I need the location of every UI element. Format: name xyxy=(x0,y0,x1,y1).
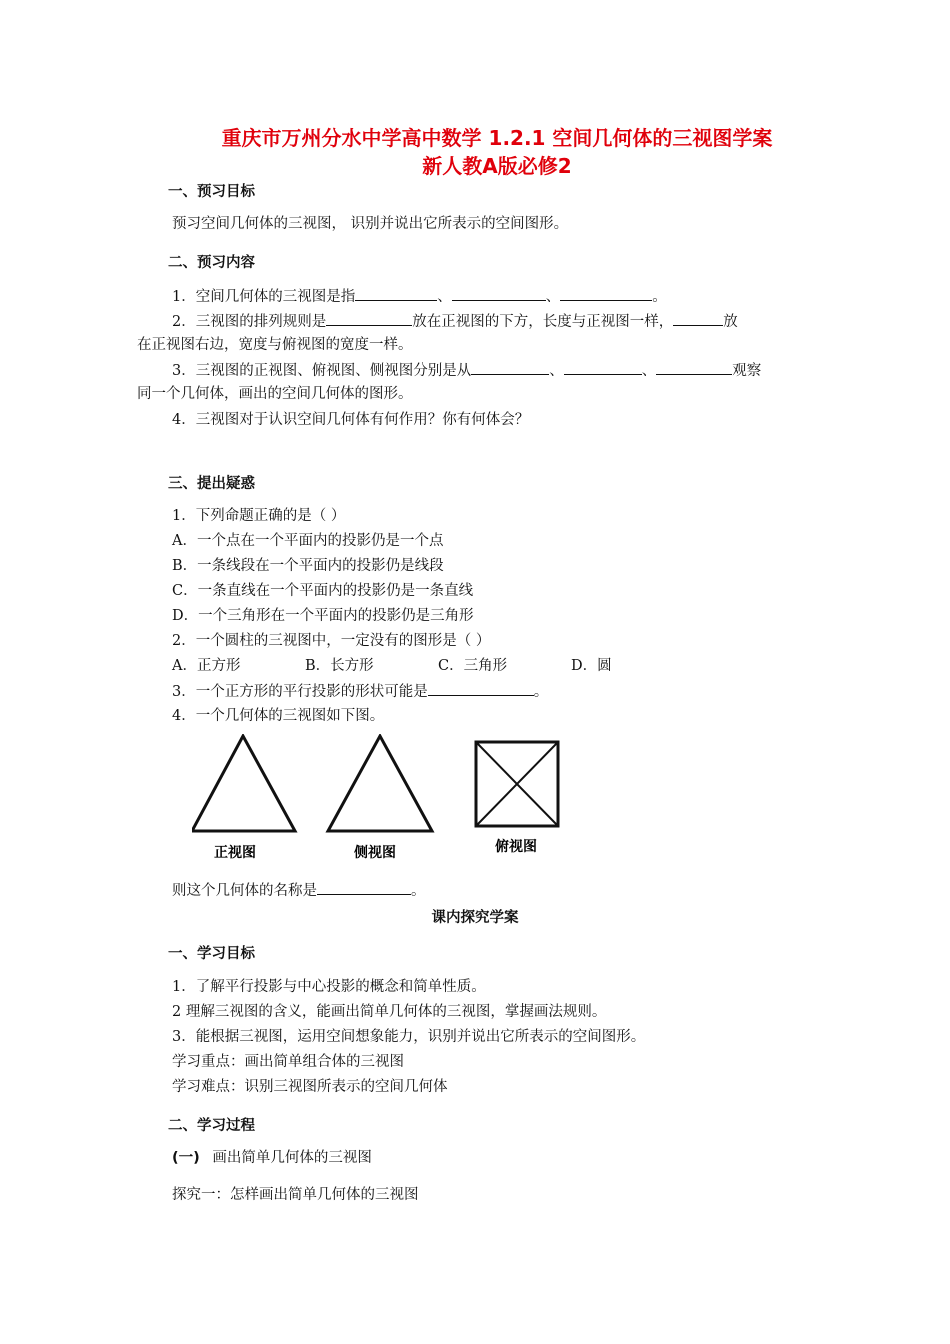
heading-preview-goal: 一、预习目标 xyxy=(168,184,255,200)
top-view-caption: 俯视图 xyxy=(495,839,537,855)
q3-sep-1: 、 xyxy=(549,363,564,379)
doubt-q3-blank[interactable] xyxy=(428,681,534,696)
side-view-triangle xyxy=(328,736,432,831)
doubt-option-b: B．一条线段在一个平面内的投影仍是线段 xyxy=(172,558,444,574)
three-views-figure xyxy=(192,734,572,864)
q2-text-a: 2．三视图的排列规则是 xyxy=(172,314,327,330)
doubt-q2-option-d: D．圆 xyxy=(571,658,612,674)
doubt-q4-answer-text: 则这个几何体的名称是 xyxy=(172,883,317,899)
preview-goal-text: 预习空间几何体的三视图， 识别并说出它所表示的空间图形。 xyxy=(172,216,569,232)
doubt-question-4: 4．一个几何体的三视图如下图。 xyxy=(172,708,385,724)
preview-question-1 xyxy=(172,286,667,307)
document-title-line1: 重庆市万州分水中学高中数学 1.2.1 空间几何体的三视图学案 xyxy=(221,126,773,150)
doubt-option-c: C．一条直线在一个平面内的投影仍是一条直线 xyxy=(172,583,474,599)
doubt-q4-answer xyxy=(172,880,426,901)
q1-text: 1．空间几何体的三视图是指 xyxy=(172,289,356,305)
doubt-question-1: 1．下列命题正确的是（ ） xyxy=(172,508,346,524)
learning-key-point: 学习重点：画出简单组合体的三视图 xyxy=(172,1054,404,1070)
preview-question-2-cont: 在正视图右边，宽度与俯视图的宽度一样。 xyxy=(137,337,413,353)
learning-goal-2: 2 理解三视图的含义，能画出简单几何体的三视图，掌握画法规则。 xyxy=(172,1004,607,1020)
preview-question-2 xyxy=(172,311,738,332)
subsection-1-title: 画出简单几何体的三视图 xyxy=(212,1150,372,1166)
section-title-inclass: 课内探究学案 xyxy=(431,910,519,926)
preview-question-3-cont: 同一个几何体，画出的空间几何体的图形。 xyxy=(137,386,413,402)
doubt-question-2: 2．一个圆柱的三视图中，一定没有的图形是（ ） xyxy=(172,633,491,649)
subsection-1-number: (一) xyxy=(172,1150,200,1166)
q3-sep-2: 、 xyxy=(641,363,657,379)
learning-difficulty: 学习难点：识别三视图所表示的空间几何体 xyxy=(172,1079,448,1095)
q2-blank-2[interactable] xyxy=(673,311,723,326)
q1-end: 。 xyxy=(652,289,667,305)
preview-question-3 xyxy=(172,360,761,381)
q3-text-b: 观察 xyxy=(732,363,762,379)
front-view-caption: 正视图 xyxy=(214,845,256,861)
learning-goal-3: 3．能根据三视图，运用空间想象能力，识别并说出它所表示的空间图形。 xyxy=(172,1029,646,1045)
learning-goal-1: 1．了解平行投影与中心投影的概念和简单性质。 xyxy=(172,979,486,995)
q2-text-c: 放 xyxy=(723,314,738,330)
q3-text-a: 3．三视图的正视图、俯视图、侧视图分别是从 xyxy=(172,363,472,379)
doubt-option-a: A．一个点在一个平面内的投影仍是一个点 xyxy=(172,533,444,549)
doubt-question-3 xyxy=(172,681,548,702)
q1-blank-1[interactable] xyxy=(355,286,437,301)
doubt-q3-text: 3．一个正方形的平行投影的形状可能是 xyxy=(172,684,428,700)
heading-learning-goals: 一、学习目标 xyxy=(168,946,255,962)
explore-1: 探究一：怎样画出简单几何体的三视图 xyxy=(172,1187,419,1203)
q1-blank-2[interactable] xyxy=(452,286,546,301)
doubt-q4-answer-end: 。 xyxy=(411,883,426,899)
doubt-q2-option-b: B．长方形 xyxy=(305,658,374,674)
heading-learning-process: 二、学习过程 xyxy=(168,1118,255,1134)
doubt-q3-end: 。 xyxy=(533,684,549,700)
three-views-svg xyxy=(192,734,572,864)
preview-question-4: 4．三视图对于认识空间几何体有何作用？你有何体会？ xyxy=(172,412,530,428)
q2-blank-1[interactable] xyxy=(326,311,412,326)
doubt-q2-option-a: A．正方形 xyxy=(172,658,241,674)
subsection-1 xyxy=(172,1148,372,1168)
heading-preview-content: 二、预习内容 xyxy=(168,255,255,271)
front-view-triangle xyxy=(192,736,295,831)
q3-blank-1[interactable] xyxy=(471,360,549,375)
heading-doubts: 三、提出疑惑 xyxy=(168,476,255,492)
q1-sep-1: 、 xyxy=(437,289,452,305)
doubt-option-d: D．一个三角形在一个平面内的投影仍是三角形 xyxy=(172,608,474,624)
document-title-line2: 新人教A版必修2 xyxy=(422,154,572,178)
q1-sep-2: 、 xyxy=(545,289,561,305)
q2-text-b: 放在正视图的下方，长度与正视图一样， xyxy=(412,314,674,330)
side-view-caption: 侧视图 xyxy=(354,845,396,861)
q3-blank-2[interactable] xyxy=(564,360,642,375)
q3-blank-3[interactable] xyxy=(656,360,732,375)
q1-blank-3[interactable] xyxy=(560,286,652,301)
doubt-q2-option-c: C．三角形 xyxy=(438,658,508,674)
doubt-q4-blank[interactable] xyxy=(317,880,411,895)
